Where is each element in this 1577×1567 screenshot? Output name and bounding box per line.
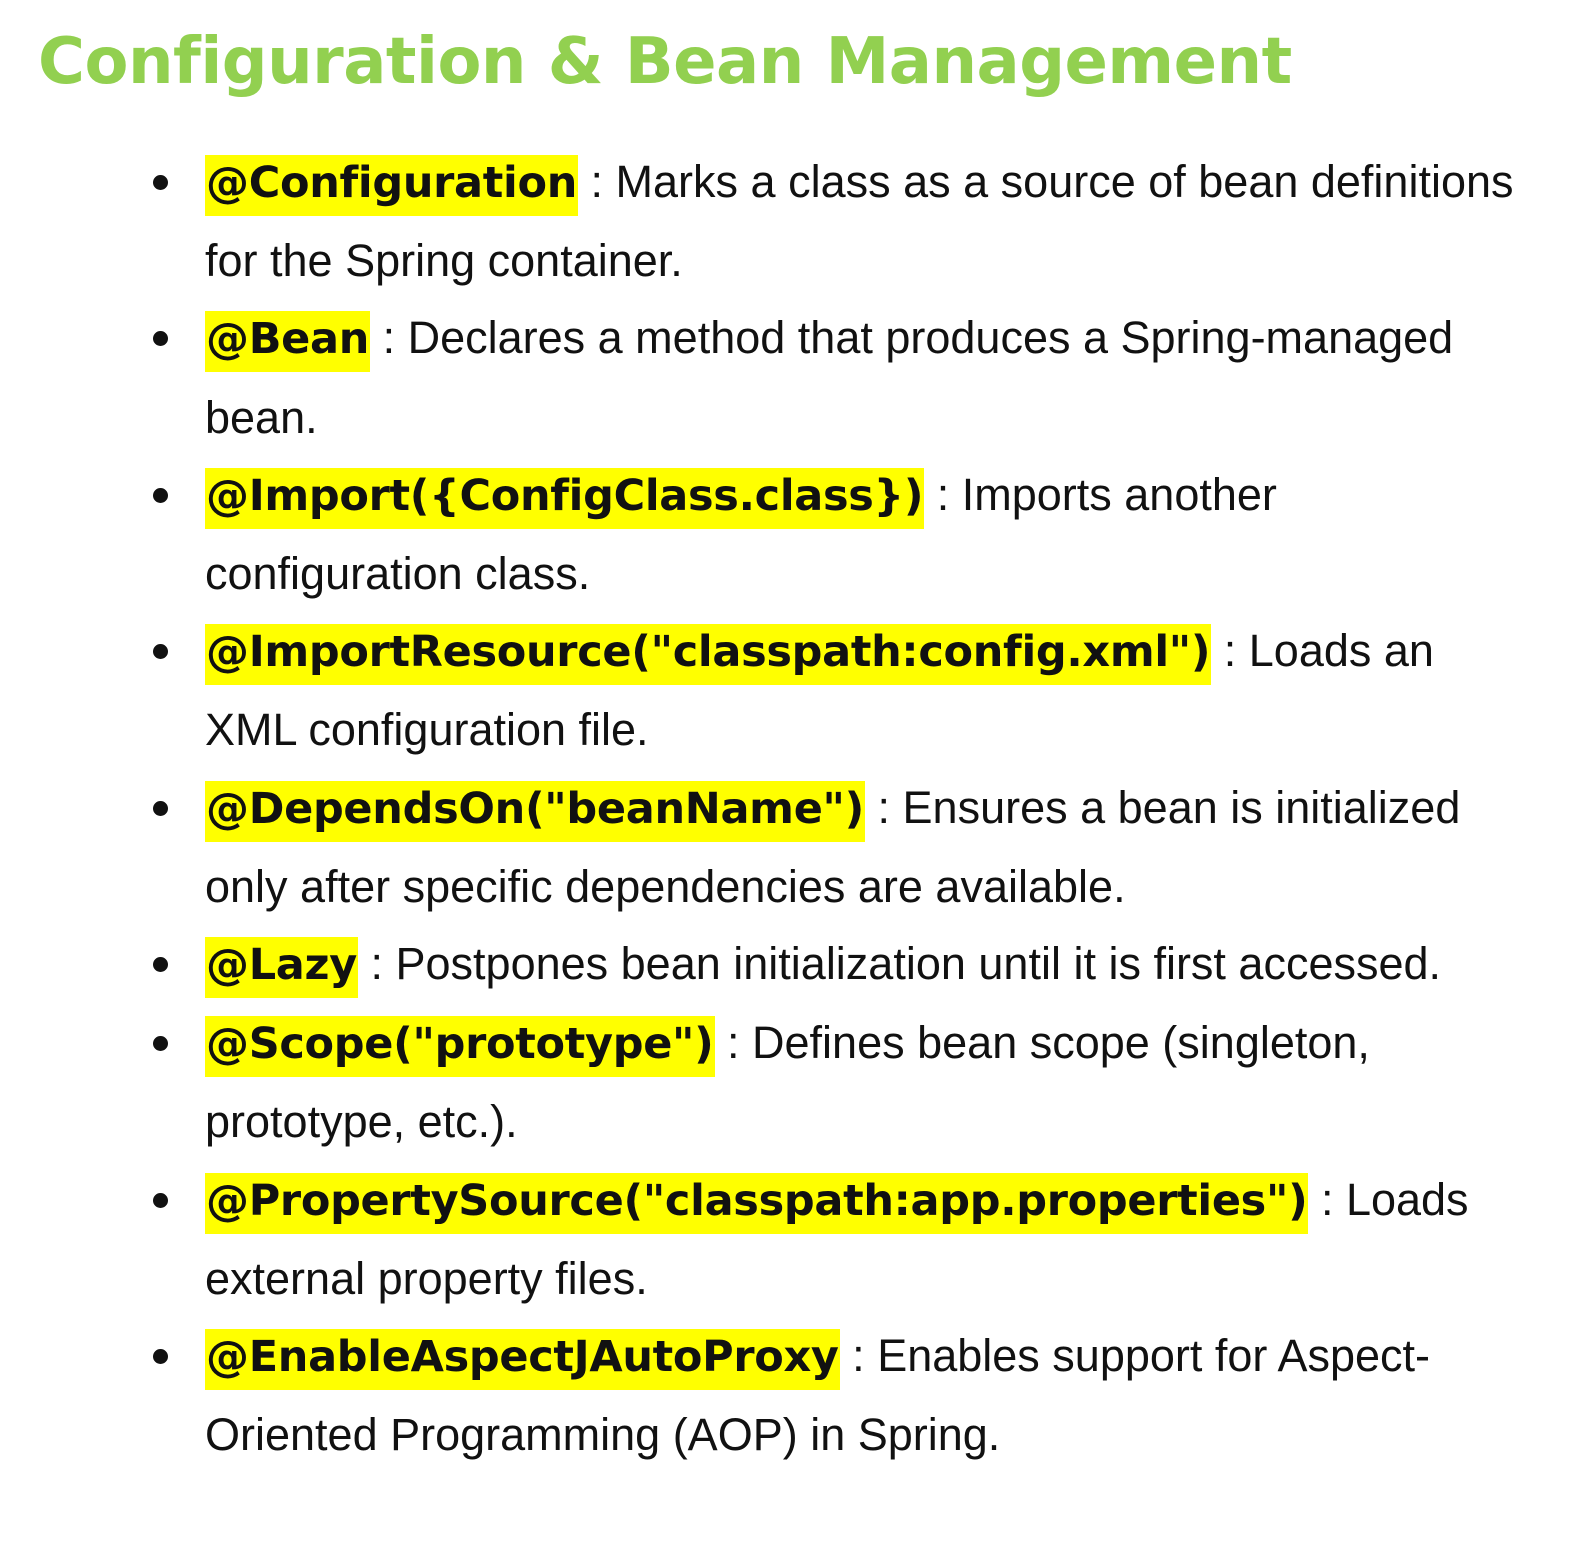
separator: : [924,468,962,520]
list-item [150,925,1535,1004]
separator: : [865,781,903,833]
separator: : [714,1017,753,1069]
bullet-icon [153,488,168,503]
separator: : [839,1330,878,1382]
annotation-name: @DependsOn("beanName") [205,781,865,842]
bullet-icon [153,644,168,659]
bullet-icon [153,957,168,972]
separator: : [1308,1173,1346,1225]
list-item [150,769,1535,925]
annotation-description: Imports another configuration class. [205,468,1277,600]
list-item [150,299,1535,455]
annotation-description: Postpones bean initialization until it is first accessed. [395,938,1442,990]
list-item [150,612,1535,768]
list-item [150,1004,1535,1160]
annotation-description: Loads an XML configuration file. [205,625,1434,756]
annotation-description: Loads external property files. [205,1173,1469,1304]
annotation-name: @Lazy [205,937,358,998]
annotation-name: @Scope("prototype") [205,1016,715,1077]
bullet-icon [153,1193,168,1208]
list-item [150,143,1535,299]
annotation-name: @PropertySource("classpath:app.properties") [205,1173,1308,1234]
annotation-description: Ensures a bean is initialized only after specific dependencies are available. [205,781,1461,912]
annotation-description: Enables support for Aspect-Oriented Programming (AOP) in Spring. [205,1330,1430,1461]
annotation-name: @Import({ConfigClass.class}) [205,468,924,529]
list-item [150,1161,1535,1317]
annotation-list [150,143,1535,1473]
bullet-icon [153,801,168,816]
separator: : [1211,625,1249,677]
bullet-icon [153,1036,168,1051]
bullet-icon [153,1349,168,1364]
annotation-description: Declares a method that produces a Spring-managed bean. [205,312,1454,443]
separator: : [357,938,396,990]
annotation-name: @EnableAspectJAutoProxy [205,1329,840,1390]
bullet-icon [153,175,168,190]
separator: : [370,312,408,364]
separator: : [578,156,616,207]
list-item [150,456,1535,612]
annotation-description: Marks a class as a source of bean definitions for the Spring container. [205,156,1514,287]
annotation-name: @Bean [205,311,370,372]
list-item [150,1317,1535,1473]
bullet-icon [153,331,168,346]
annotation-name: @Configuration [205,155,578,216]
annotation-description: Defines bean scope (singleton, prototype, etc.). [205,1017,1370,1148]
annotation-name: @ImportResource("classpath:config.xml") [205,624,1211,685]
page-title: Configuration & Bean Management [38,25,1292,99]
